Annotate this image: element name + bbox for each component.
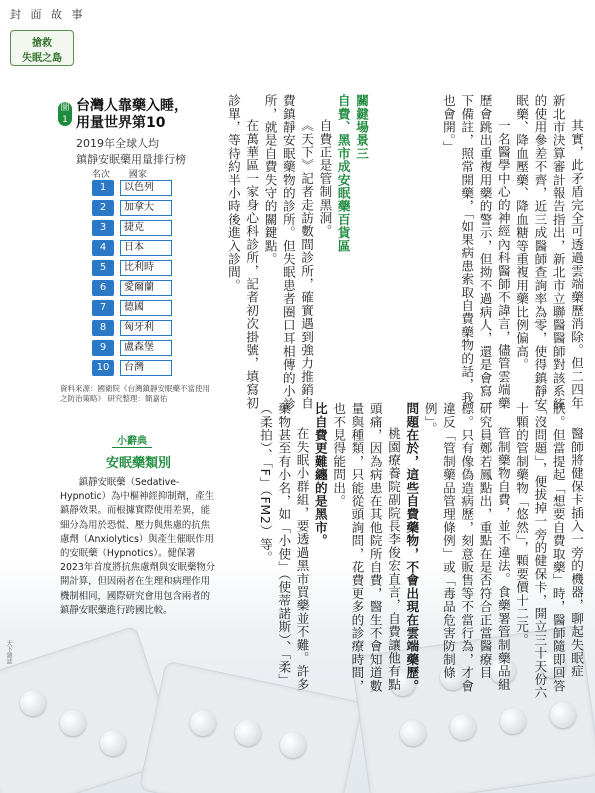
ranking-source: 資料來源：國衛院《台灣鎮靜安眠藥不當使用之防治策略》 研究整理：簡嘉佑	[60, 384, 210, 403]
rank-number: 8	[92, 320, 114, 336]
rank-number: 10	[92, 360, 114, 376]
scene-heading-title: 自費、黑市成安眠藥百貨區	[335, 94, 351, 253]
country-column-header: 國家	[128, 170, 147, 180]
pill	[450, 714, 476, 740]
ranking-subtitle2: 鎮靜安眠藥用量排行榜	[76, 153, 186, 166]
pill	[400, 720, 426, 746]
rank-country: 台灣	[120, 360, 172, 376]
figure-badge: 圖1	[58, 102, 72, 126]
rank-column-header: 名次	[92, 170, 111, 180]
paragraph: 《天下》記者走訪數間診所，確實遇到強力推銷自費鎮靜安眠藥物的診所。但失眠患者圈口耳相傳的小診所，就是自費失守的關鍵點。	[262, 94, 315, 411]
dictionary-title: 安眠藥類別	[105, 456, 171, 471]
rank-number: 5	[92, 260, 114, 276]
rank-number: 9	[92, 340, 114, 356]
rank-country: 德國	[120, 300, 172, 316]
rank-country: 以色列	[120, 180, 172, 196]
ranking-list	[92, 180, 202, 380]
dictionary-body: 鎮靜安眠藥（Sedative-Hypnotic）為中樞神經抑制劑，產生鎮靜效果。而根據實際使用差異，能細分為用於恐慌、壓力與焦慮的抗焦慮劑（Anxiolytics）與產生催眠作用的安眠藥（Hypnotics）。健保署2023年首度將抗焦慮劑與安眠藥物分開計算，但因兩者在生理和病理作用機制相同，國際研究會用包含兩者的鎮靜安眠藥進行跨國比較。	[60, 477, 216, 616]
article-block-scene	[225, 94, 370, 416]
rank-country: 捷克	[120, 220, 172, 236]
rank-number: 1	[92, 180, 114, 196]
series-badge	[10, 30, 74, 66]
paragraph: 桃園療養院副院長李俊宏直言，自費讓他有點頭痛，因為病患在其他院所自費，醫生不會知道數量與種類，只能從頭詢問，花費更多的診療時間，也不見得能問出。	[331, 402, 402, 693]
rank-country: 加拿大	[120, 200, 172, 216]
ranking-row	[92, 360, 202, 376]
ranking-row	[92, 280, 202, 296]
article-block-bottom	[210, 402, 585, 702]
bold-statement: 比自費更難纏的是黑市。	[312, 402, 328, 548]
ranking-title-line1: 台灣人靠藥入睡，	[76, 98, 188, 114]
ranking-row	[92, 220, 202, 236]
ranking-row	[92, 340, 202, 356]
ranking-title-line2: 用量世界第10	[76, 115, 166, 131]
paragraph: 在失眠小群組，要透過黑市買藥並不難。許多藥物甚至有小名，如「小使」（使蒂諾斯）、「柔」（柔拍）、「F」（FM2）等。	[257, 402, 310, 692]
pill	[20, 690, 46, 716]
article-block-top	[440, 94, 585, 416]
section-title: 封 面 故 事	[10, 8, 86, 21]
paragraph: 管制藥物自費，並不違法。食藥署管制藥品組研究員鄭若鳳點出，重點在是否符合正當醫療目標。只有像偽造病歷，刻意販售等不當行為，才會違反「管制藥品管理條例」或「毒品危害防制條例」。	[422, 402, 511, 693]
ranking-row	[92, 200, 202, 216]
rank-number: 2	[92, 200, 114, 216]
ranking-row	[92, 320, 202, 336]
series-badge-line2: 失眠之島	[22, 53, 62, 64]
paragraph: 其實，此矛盾完全可透過雲端藥歷消除。但二四年新北市決算審計報告指出，新北市立聯醫醫師對該系統的使用參差不齊，近三成醫師查詢率為零，使得鎮靜安眠藥、降血壓藥、降血糖等重複用藥比例偏高。	[514, 94, 584, 411]
rank-number: 3	[92, 220, 114, 236]
rank-country: 日本	[120, 240, 172, 256]
dictionary-tag: 小辭典	[112, 432, 152, 448]
paragraph: 醫師將健保卡插入一旁的機器，聊起失眠症狀。但當提起「想要自費取藥」時，醫師隨即回答「沒問題」，便拔掉一旁的健保卡，開立三十天份六十顆的管制藥物「悠然」，顆要價十二元。	[514, 402, 584, 700]
pill	[190, 710, 216, 736]
pill	[235, 720, 261, 746]
ranking-title	[76, 98, 226, 167]
rank-country: 匈牙利	[120, 320, 172, 336]
rank-number: 4	[92, 240, 114, 256]
rank-number: 6	[92, 280, 114, 296]
bold-question: 問題在於，這些自費藥物，不會出現在雲端藥歷。	[404, 402, 420, 693]
ranking-row	[92, 240, 202, 256]
scene-heading-label: 關鍵場景三	[354, 94, 369, 160]
ranking-row	[92, 180, 202, 196]
rank-number: 7	[92, 300, 114, 316]
pill	[60, 710, 86, 736]
pill	[550, 702, 576, 728]
ranking-row	[92, 260, 202, 276]
side-caption: 天下雜誌	[5, 640, 12, 664]
ranking-row	[92, 300, 202, 316]
pill	[500, 708, 526, 734]
ranking-header	[92, 167, 202, 180]
rank-country: 比利時	[120, 260, 172, 276]
paragraph: 自費正是管制黑洞。	[317, 119, 333, 238]
paragraph: 在萬華區一家身心科診所，記者初次掛號，填寫初診單，等待約半小時後進入診間。	[225, 94, 260, 410]
ranking-subtitle1: 2019年全球人均	[76, 137, 159, 150]
series-badge-line1: 搶救	[32, 38, 52, 49]
pill	[100, 730, 126, 756]
paragraph: 一名醫學中心的神經內科醫師不諱言，儘管雲端藥歷會跳出重複用藥的警示，但拗不過病人，還是會寫一下備註，照常開藥，「如果病患索取自費藥物的話，我也會開。」	[440, 94, 511, 411]
rank-country: 盧森堡	[120, 340, 172, 356]
pill	[280, 732, 306, 758]
rank-country: 愛爾蘭	[120, 280, 172, 296]
dictionary-box	[60, 432, 217, 618]
